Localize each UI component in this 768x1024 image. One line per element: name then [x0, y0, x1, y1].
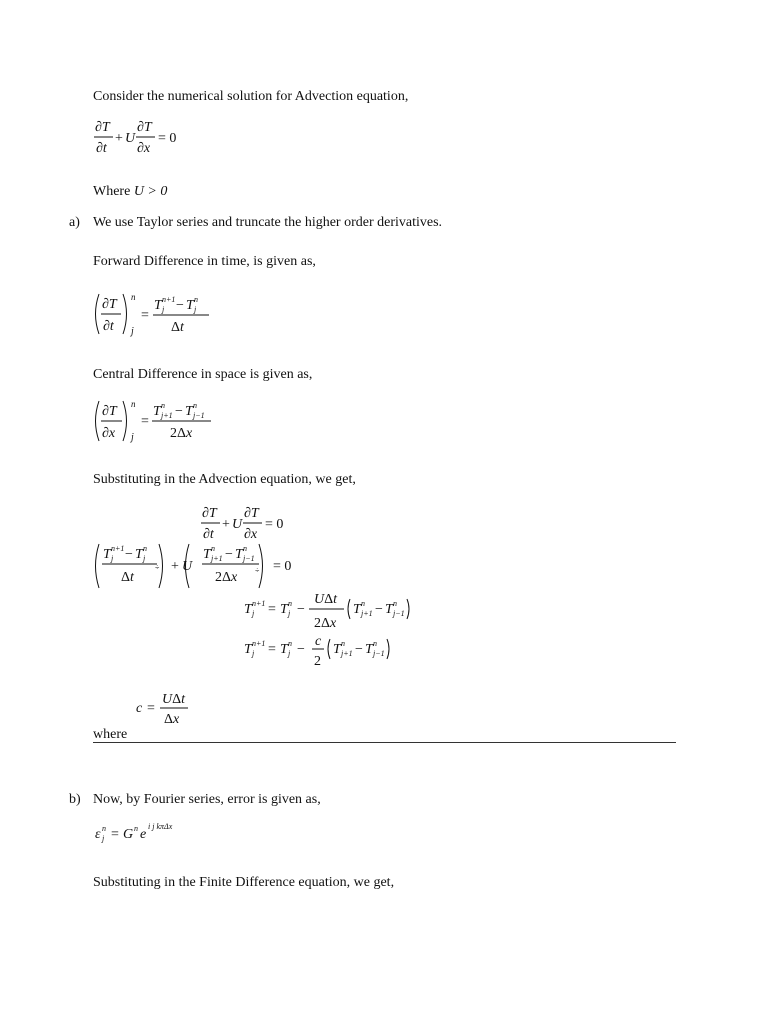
- svg-text:n: n: [131, 399, 136, 409]
- svg-text:n: n: [243, 544, 247, 553]
- svg-text:∂T: ∂T: [137, 120, 152, 135]
- svg-text:∂T: ∂T: [95, 120, 110, 135]
- svg-text:−: −: [125, 547, 133, 562]
- part-a-text: We use Taylor series and truncate the higher order derivatives.: [93, 215, 443, 230]
- svg-text:j: j: [194, 305, 197, 314]
- svg-text:∂t: ∂t: [203, 527, 214, 542]
- svg-text:2Δx: 2Δx: [314, 616, 337, 631]
- svg-text:−: −: [175, 404, 183, 419]
- svg-text:n: n: [361, 599, 365, 608]
- svg-text:U: U: [232, 517, 243, 532]
- svg-text:2Δx: 2Δx: [170, 426, 193, 441]
- svg-text:T: T: [385, 602, 393, 617]
- svg-text:T: T: [353, 602, 361, 617]
- svg-text:−: −: [375, 602, 383, 617]
- svg-text:2: 2: [314, 654, 321, 669]
- svg-text:n+1: n+1: [111, 544, 125, 553]
- courant-number-equation: [134, 690, 204, 730]
- svg-text:n+1: n+1: [162, 295, 176, 304]
- svg-text:j−1: j−1: [393, 609, 405, 618]
- svg-text:n: n: [193, 401, 197, 410]
- section-divider: [93, 742, 676, 743]
- advection-equation: [93, 116, 203, 158]
- svg-text:∂x: ∂x: [137, 141, 151, 156]
- svg-text:j: j: [288, 649, 291, 658]
- svg-text:j−1: j−1: [373, 649, 385, 658]
- svg-text:e: e: [140, 827, 147, 842]
- svg-text:=: =: [268, 602, 276, 617]
- svg-text:∂T: ∂T: [244, 506, 259, 521]
- svg-text:−: −: [176, 298, 184, 313]
- svg-text:T: T: [203, 547, 211, 562]
- svg-text:Δt: Δt: [171, 320, 184, 335]
- svg-text:T: T: [135, 547, 143, 562]
- svg-text:+: +: [222, 517, 230, 532]
- svg-text:c: c: [315, 634, 322, 649]
- svg-text:∂T: ∂T: [102, 297, 117, 312]
- svg-text:T: T: [333, 642, 341, 657]
- svg-text:n: n: [393, 599, 397, 608]
- svg-text:j: j: [131, 432, 134, 443]
- svg-text:÷: ÷: [155, 563, 160, 572]
- svg-text:n+1: n+1: [252, 599, 266, 608]
- svg-text:n+1: n+1: [252, 639, 266, 648]
- svg-text:−: −: [297, 642, 305, 657]
- svg-text:ε: ε: [95, 827, 101, 842]
- svg-text:= 0: = 0: [158, 131, 177, 146]
- where-u-text: Where U > 0: [93, 184, 168, 199]
- svg-text:T: T: [365, 642, 373, 657]
- advection-equation-repeat: [200, 502, 310, 544]
- update-equation-1: [242, 591, 422, 637]
- svg-text:i j kπΔx: i j kπΔx: [148, 822, 173, 831]
- svg-text:=: =: [141, 308, 149, 323]
- where-c-text: where: [93, 727, 128, 742]
- svg-text:n: n: [134, 824, 138, 833]
- substituting-fd-text: Substituting in the Finite Difference equation, we get,: [93, 875, 395, 890]
- svg-text:j: j: [162, 305, 165, 314]
- svg-text:U: U: [125, 131, 136, 146]
- svg-text:n: n: [143, 544, 147, 553]
- intro-text: Consider the numerical solution for Advection equation,: [93, 89, 409, 104]
- svg-text:∂t: ∂t: [96, 141, 107, 156]
- central-difference-equation: [91, 396, 221, 446]
- forward-difference-text: Forward Difference in time, is given as,: [93, 254, 316, 269]
- substituting-text: Substituting in the Advection equation, we get,: [93, 472, 356, 487]
- svg-text:UΔt: UΔt: [162, 692, 186, 707]
- svg-text:n: n: [102, 824, 106, 833]
- svg-text:Δx: Δx: [164, 712, 180, 727]
- central-difference-text: Central Difference in space is given as,: [93, 367, 313, 382]
- svg-text:−: −: [297, 602, 305, 617]
- svg-text:j: j: [143, 554, 146, 563]
- svg-text:G: G: [123, 827, 134, 842]
- discretized-equation: [91, 540, 301, 592]
- svg-text:T: T: [103, 547, 111, 562]
- svg-text:T: T: [154, 298, 162, 313]
- svg-text:T: T: [186, 298, 194, 313]
- svg-text:2Δx: 2Δx: [215, 570, 238, 585]
- forward-difference-equation: [91, 288, 221, 340]
- svg-text:=: =: [141, 414, 149, 429]
- svg-text:T: T: [185, 404, 193, 419]
- svg-text:÷: ÷: [255, 566, 260, 575]
- svg-text:j: j: [111, 554, 114, 563]
- svg-text:T: T: [280, 602, 288, 617]
- svg-text:n: n: [161, 401, 165, 410]
- svg-text:T: T: [244, 602, 252, 617]
- svg-text:T: T: [235, 547, 243, 562]
- svg-text:= 0: = 0: [273, 559, 292, 574]
- svg-text:j+1: j+1: [211, 554, 223, 563]
- svg-text:j+1: j+1: [341, 649, 353, 658]
- svg-text:j+1: j+1: [361, 609, 373, 618]
- svg-text:+: +: [115, 131, 123, 146]
- svg-text:= 0: = 0: [265, 517, 284, 532]
- svg-text:j: j: [102, 834, 105, 843]
- svg-text:∂t: ∂t: [103, 319, 114, 334]
- svg-text:n: n: [211, 544, 215, 553]
- svg-text:c: c: [136, 701, 143, 716]
- svg-text:T: T: [153, 404, 161, 419]
- svg-text:∂T: ∂T: [202, 506, 217, 521]
- svg-text:n: n: [131, 292, 136, 302]
- svg-text:j: j: [288, 609, 291, 618]
- svg-text:j−1: j−1: [193, 411, 205, 420]
- svg-text:n: n: [373, 639, 377, 648]
- svg-text:n: n: [194, 295, 198, 304]
- svg-text:+: +: [171, 559, 179, 574]
- part-b-text: Now, by Fourier series, error is given as,: [93, 792, 321, 807]
- fourier-error-equation: [93, 818, 193, 848]
- svg-text:j: j: [131, 326, 134, 337]
- update-equation-2: [242, 633, 422, 675]
- svg-text:j: j: [252, 649, 255, 658]
- svg-text:=: =: [268, 642, 276, 657]
- svg-text:−: −: [355, 642, 363, 657]
- svg-text:U: U: [182, 559, 193, 574]
- svg-text:n: n: [288, 639, 292, 648]
- svg-text:Δt: Δt: [121, 570, 134, 585]
- svg-text:T: T: [280, 642, 288, 657]
- svg-text:∂x: ∂x: [244, 527, 258, 542]
- svg-text:T: T: [244, 642, 252, 657]
- svg-text:UΔt: UΔt: [314, 592, 338, 607]
- svg-text:=: =: [147, 701, 155, 716]
- svg-text:j: j: [252, 609, 255, 618]
- svg-text:−: −: [225, 547, 233, 562]
- part-b-label: b): [69, 792, 81, 807]
- svg-text:∂x: ∂x: [102, 426, 116, 441]
- svg-text:n: n: [341, 639, 345, 648]
- svg-text:j+1: j+1: [161, 411, 173, 420]
- svg-text:n: n: [288, 599, 292, 608]
- svg-text:=: =: [111, 827, 119, 842]
- part-a-label: a): [69, 215, 80, 230]
- svg-text:j−1: j−1: [243, 554, 255, 563]
- svg-text:∂T: ∂T: [102, 404, 117, 419]
